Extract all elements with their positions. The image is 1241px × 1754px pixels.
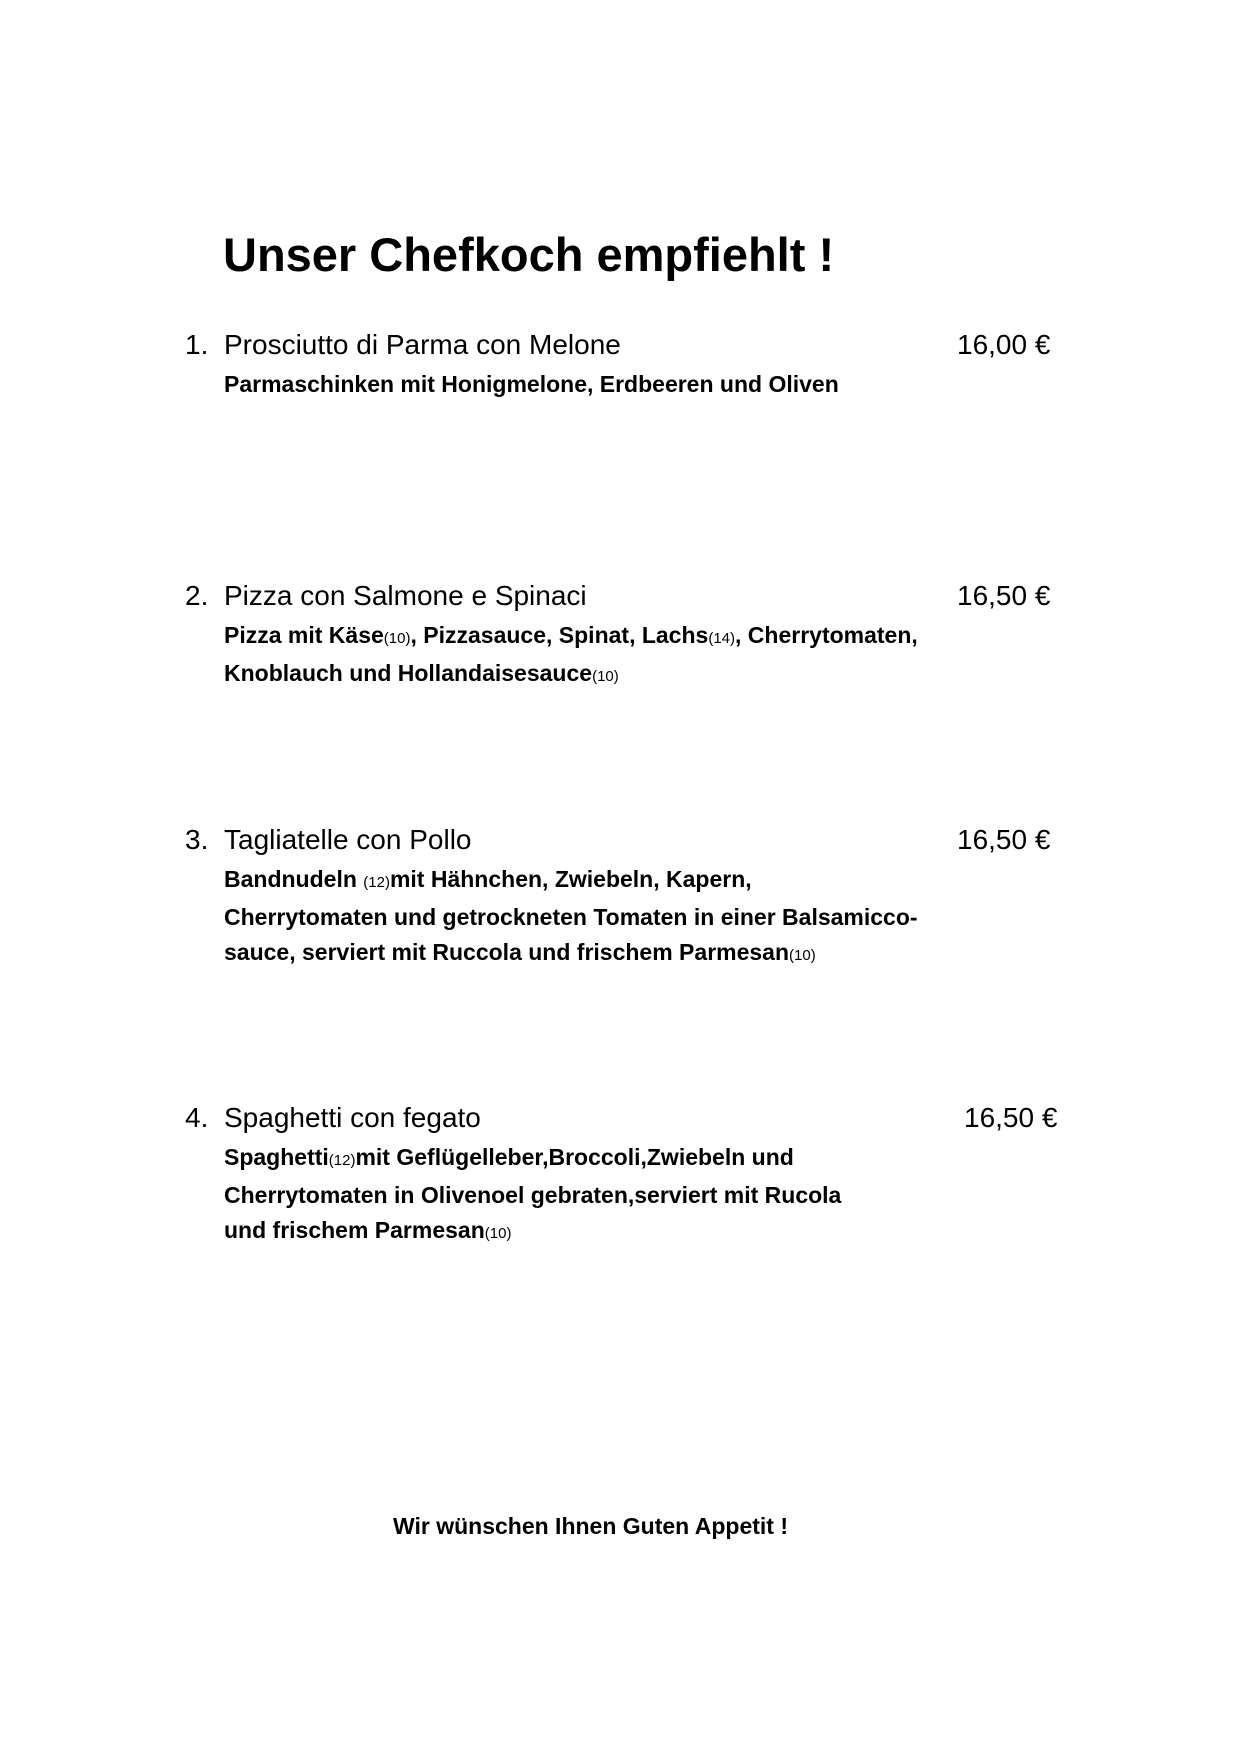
allergen-code: (10) (484, 1225, 512, 1242)
item-name: Tagliatelle con Pollo (224, 824, 472, 855)
description-text: Pizza mit Käse (224, 622, 384, 648)
allergen-code: (12) (328, 1152, 356, 1169)
description-text: Parmaschinken mit Honigmelone, Erdbeeren und Oliven (224, 371, 839, 397)
description-line (224, 1213, 1024, 1251)
description-text: , Pizzasauce, Spinat, Lachs (410, 622, 709, 648)
item-description (224, 862, 1024, 973)
allergen-code: (10) (789, 947, 816, 964)
description-text: Cherrytomaten in Olivenoel gebraten,serviert mit Rucola (224, 1182, 842, 1208)
closing-message: Wir wünschen Ihnen Guten Appetit ! (392, 1513, 789, 1539)
description-line (224, 900, 1024, 935)
item-number: 4. (185, 1102, 209, 1133)
description-text: mit Geflügelleber,Broccoli,Zwiebeln und (355, 1144, 794, 1170)
description-text: Knoblauch und Hollandaisesauce (224, 660, 593, 686)
item-description (224, 367, 1024, 402)
item-number: 2. (185, 580, 209, 611)
description-line (224, 1140, 1024, 1178)
allergen-code: (10) (383, 630, 411, 647)
description-text: , Cherrytomaten, (735, 622, 918, 648)
item-price: 16,50 € (957, 580, 1051, 611)
page-title: Unser Chefkoch empfiehlt ! (223, 228, 835, 281)
item-name: Prosciutto di Parma con Melone (224, 329, 621, 360)
description-text: mit Hähnchen, Zwiebeln, Kapern, (389, 866, 752, 892)
item-price: 16,50 € (957, 824, 1051, 855)
description-text: Bandnudeln (224, 866, 364, 892)
description-text: und frischem Parmesan (224, 1217, 485, 1243)
description-line (224, 862, 1024, 900)
item-name: Spaghetti con fegato (224, 1102, 481, 1133)
description-line (224, 367, 1024, 402)
description-text: sauce, serviert mit Ruccola und frischem Parmesan (224, 939, 790, 965)
description-text: Cherrytomaten und getrockneten Tomaten in einer Balsamicco- (224, 904, 918, 930)
description-text: Spaghetti (224, 1144, 329, 1170)
item-number: 3. (185, 824, 209, 855)
description-line (224, 1178, 1024, 1213)
description-line (224, 618, 1024, 656)
item-number: 1. (185, 329, 209, 360)
allergen-code: (10) (592, 668, 619, 685)
item-description (224, 1140, 1024, 1251)
item-price: 16,50 € (964, 1102, 1058, 1133)
item-name: Pizza con Salmone e Spinaci (224, 580, 587, 611)
item-price: 16,00 € (957, 329, 1051, 360)
description-line (224, 656, 1024, 694)
allergen-code: (14) (708, 630, 736, 647)
description-line (224, 935, 1024, 973)
allergen-code: (12) (363, 874, 390, 891)
item-description (224, 618, 1024, 694)
